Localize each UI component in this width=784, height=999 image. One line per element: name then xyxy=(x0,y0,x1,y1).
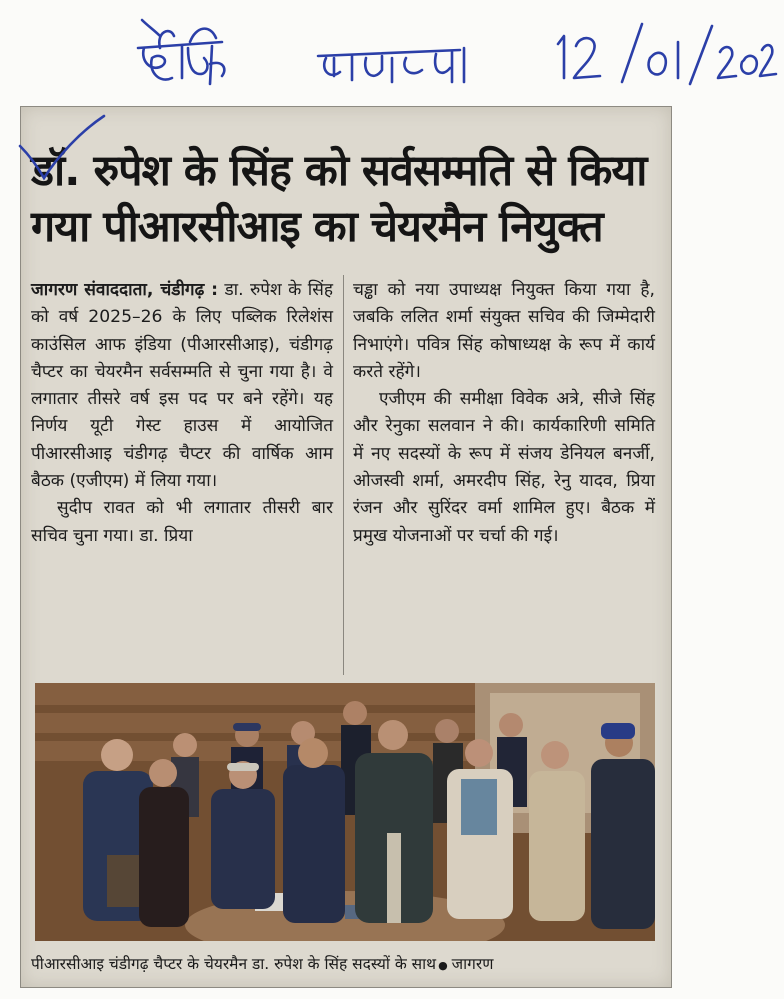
credit-marker: ● xyxy=(438,959,448,972)
dateline: जागरण संवाददाता, चंडीगढ़ : xyxy=(31,280,219,300)
article-paragraph-4: एजीएम की समीक्षा विवेक अत्रे, सीजे सिंह और रेनुका सलवान ने की। कार्यकारिणी समिति में नए सदस्यों के रूप में संजय डेनियल बनर्जी, ओजस्वी शर्मा, अमरदीप सिंह, रेनु यादव, प्रिया रंजन और सुरिंदर वर्मा शामिल हुए। बैठक में प्रमुख योजनाओं पर चर्चा की गई। xyxy=(353,389,655,546)
handwritten-date xyxy=(130,12,131,13)
column-divider xyxy=(343,275,344,675)
group-photo-image xyxy=(35,683,655,941)
headline xyxy=(31,143,661,255)
handwriting-strokes xyxy=(130,12,780,102)
photo-credit: जागरण xyxy=(451,955,494,973)
newspaper-clipping xyxy=(20,106,672,988)
article-column-1 xyxy=(31,277,333,550)
photo-caption xyxy=(31,949,661,979)
article-paragraph-3: चड्ढा को नया उपाध्यक्ष नियुक्त किया गया है, जबकि ललित शर्मा संयुक्त सचिव की जिम्मेदारी निभाएंगे। पवित्र सिंह कोषाध्यक्ष के रूप में कार्य करते रहेंगे। xyxy=(353,280,655,382)
article-paragraph-1: डा. रुपेश के सिंह को वर्ष 2025–26 के लिए पब्लिक रिलेशंस काउंसिल आफ इंडिया (पीआरसीआइ), चंडीगढ़ चैप्टर का चेयरमैन सर्वसम्मति से चुना गया है। वे लगातार तीसरे वर्ष इस पद पर बने रहेंगे। यह निर्णय यूटी गेस्ट हाउस में आयोजित पीआरसीआइ चंडीगढ़ चैप्टर की वार्षिक आम बैठक (एजीएम) में लिया गया। xyxy=(31,280,333,492)
headline-line-1: डॉ. रुपेश के सिंह को सर्वसम्मति से किया xyxy=(31,146,647,196)
article-paragraph-2: सुदीप रावत को भी लगातार तीसरी बार सचिव चुना गया। डा. प्रिया xyxy=(31,498,333,546)
headline-line-2: गया पीआरसीआइ का चेयरमैन नियुक्त xyxy=(31,202,603,252)
article-column-2 xyxy=(353,277,655,550)
pen-tick-mark xyxy=(10,112,110,192)
handwritten-annotation xyxy=(130,12,780,102)
group-photo xyxy=(35,683,655,941)
caption-text: पीआरसीआइ चंडीगढ़ चैप्टर के चेयरमैन डा. रुपेश के सिंह सदस्यों के साथ xyxy=(31,955,437,973)
